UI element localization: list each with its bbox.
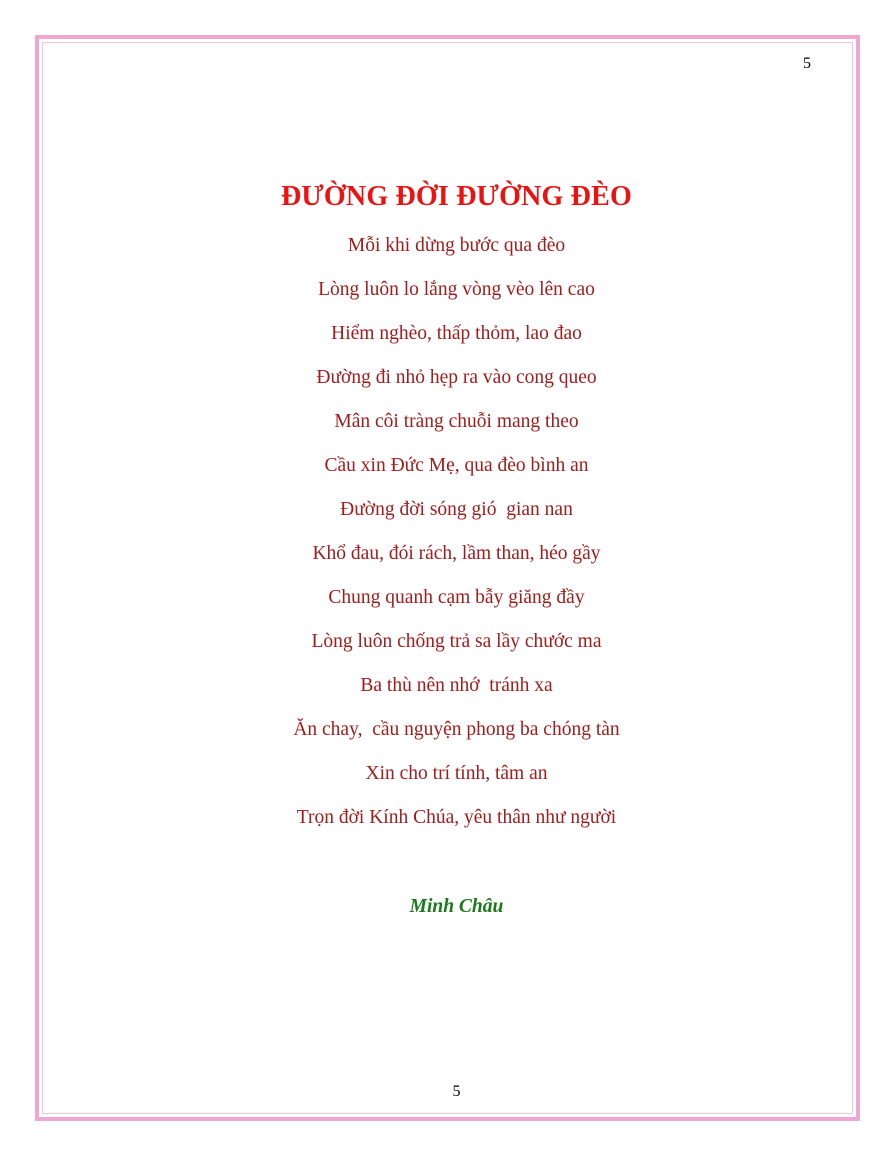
- poem-line: Hiểm nghèo, thấp thỏm, lao đao: [331, 323, 582, 344]
- poem-author: Minh Châu: [409, 896, 504, 917]
- poem-line: Trọn đời Kính Chúa, yêu thân như người: [296, 807, 617, 828]
- poem-body: [0, 232, 893, 848]
- poem-line: Ba thù nên nhớ tránh xa: [360, 675, 553, 696]
- poem-line: Xin cho trí tính, tâm an: [365, 763, 548, 784]
- poem-line: Ăn chay, cầu nguyện phong ba chóng tàn: [293, 719, 620, 740]
- poem-line: Cầu xin Đức Mẹ, qua đèo bình an: [324, 455, 589, 476]
- header-page-number: 5: [803, 55, 811, 72]
- poem-line: Đường đời sóng gió gian nan: [340, 499, 573, 520]
- poem-line: Chung quanh cạm bẫy giăng đầy: [328, 587, 585, 608]
- poem-line: Đường đi nhỏ hẹp ra vào cong queo: [316, 367, 597, 388]
- poem-line: Lòng luôn chống trả sa lầy chước ma: [311, 631, 602, 652]
- poem-line: Mỗi khi dừng bước qua đèo: [347, 235, 566, 256]
- poem-line: Lòng luôn lo lắng vòng vèo lên cao: [318, 279, 595, 300]
- footer-page-number: 5: [452, 1083, 461, 1100]
- poem-line: Mân côi tràng chuỗi mang theo: [334, 411, 579, 432]
- poem-title: ĐƯỜNG ĐỜI ĐƯỜNG ĐÈO: [281, 181, 632, 212]
- poem-line: Khổ đau, đói rách, lầm than, héo gầy: [312, 543, 601, 564]
